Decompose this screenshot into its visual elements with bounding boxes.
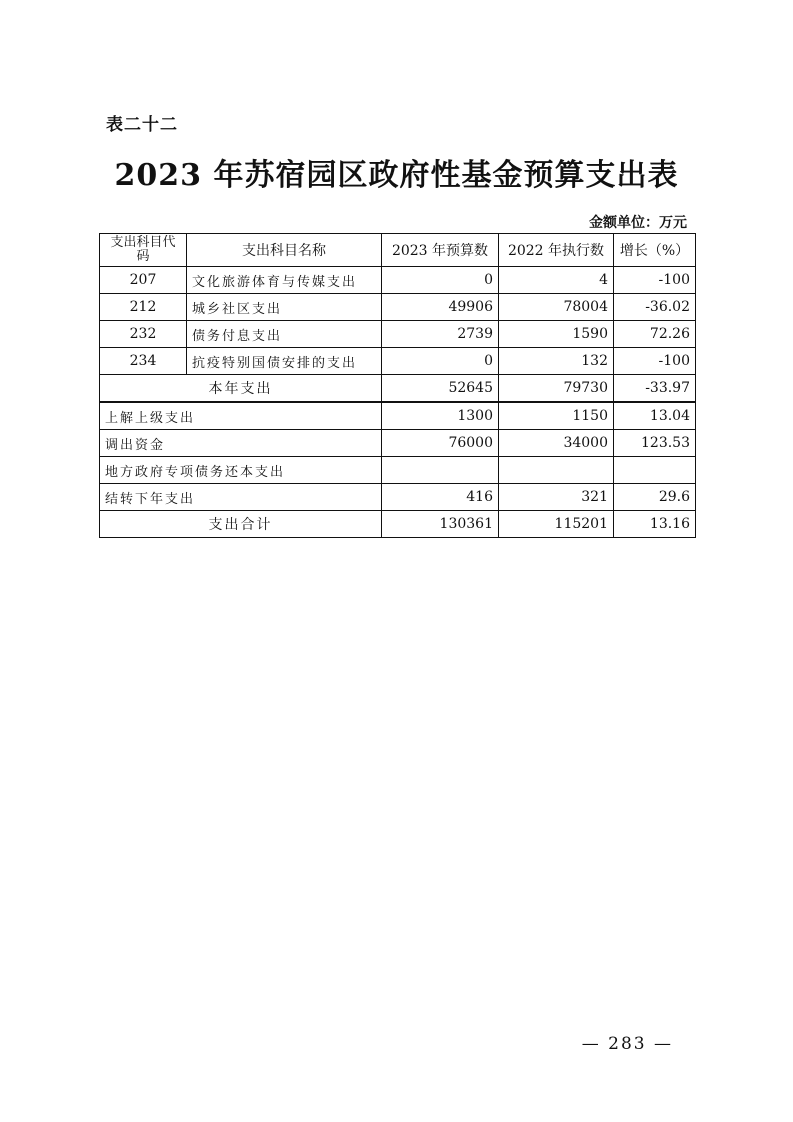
row-budget: 1300 [382, 402, 499, 430]
row-budget [382, 457, 499, 484]
total-label: 支出合计 [100, 511, 382, 538]
subtotal-label: 本年支出 [100, 375, 382, 403]
row-code: 207 [100, 267, 187, 294]
row-growth: 13.04 [614, 402, 696, 430]
row-code: 234 [100, 348, 187, 375]
table-row [100, 294, 696, 321]
row-name: 文化旅游体育与传媒支出 [187, 267, 382, 294]
row-actual: 321 [499, 484, 614, 511]
row-name: 债务付息支出 [187, 321, 382, 348]
total-row [100, 511, 696, 538]
budget-expenditure-table [99, 233, 696, 538]
row-growth: 123.53 [614, 430, 696, 457]
table-row [100, 484, 696, 511]
row-name: 抗疫特别国债安排的支出 [187, 348, 382, 375]
table-row [100, 402, 696, 430]
row-budget: 0 [382, 348, 499, 375]
row-growth [614, 457, 696, 484]
row-budget: 2739 [382, 321, 499, 348]
row-name: 地方政府专项债务还本支出 [100, 457, 382, 484]
row-code: 232 [100, 321, 187, 348]
row-growth: 29.6 [614, 484, 696, 511]
table-row [100, 457, 696, 484]
page-number: — 283 — [581, 1034, 673, 1054]
unit-label: 金额单位：万元 [589, 215, 687, 231]
row-budget: 49906 [382, 294, 499, 321]
header-budget-2023: 2023 年预算数 [382, 234, 499, 267]
table-label: 表二十二 [106, 115, 178, 135]
table-row [100, 430, 696, 457]
subtotal-actual: 79730 [499, 375, 614, 403]
row-budget: 416 [382, 484, 499, 511]
subtotal-growth: -33.97 [614, 375, 696, 403]
row-actual: 4 [499, 267, 614, 294]
row-actual: 132 [499, 348, 614, 375]
header-growth: 增长（%） [614, 234, 696, 267]
header-code: 支出科目代码 [100, 234, 187, 267]
table-row [100, 321, 696, 348]
table-header-row [100, 234, 696, 267]
row-actual: 1590 [499, 321, 614, 348]
header-name: 支出科目名称 [187, 234, 382, 267]
row-name: 上解上级支出 [100, 402, 382, 430]
row-name: 调出资金 [100, 430, 382, 457]
header-actual-2022: 2022 年执行数 [499, 234, 614, 267]
row-actual [499, 457, 614, 484]
subtotal-row [100, 375, 696, 403]
subtotal-budget: 52645 [382, 375, 499, 403]
table-row [100, 267, 696, 294]
row-growth: -100 [614, 348, 696, 375]
row-actual: 34000 [499, 430, 614, 457]
row-growth: -36.02 [614, 294, 696, 321]
total-actual: 115201 [499, 511, 614, 538]
row-actual: 1150 [499, 402, 614, 430]
row-code: 212 [100, 294, 187, 321]
row-growth: -100 [614, 267, 696, 294]
total-budget: 130361 [382, 511, 499, 538]
row-name: 城乡社区支出 [187, 294, 382, 321]
table-row [100, 348, 696, 375]
row-growth: 72.26 [614, 321, 696, 348]
row-actual: 78004 [499, 294, 614, 321]
row-budget: 76000 [382, 430, 499, 457]
document-title: 2023 年苏宿园区政府性基金预算支出表 [114, 158, 679, 193]
row-name: 结转下年支出 [100, 484, 382, 511]
row-budget: 0 [382, 267, 499, 294]
total-growth: 13.16 [614, 511, 696, 538]
